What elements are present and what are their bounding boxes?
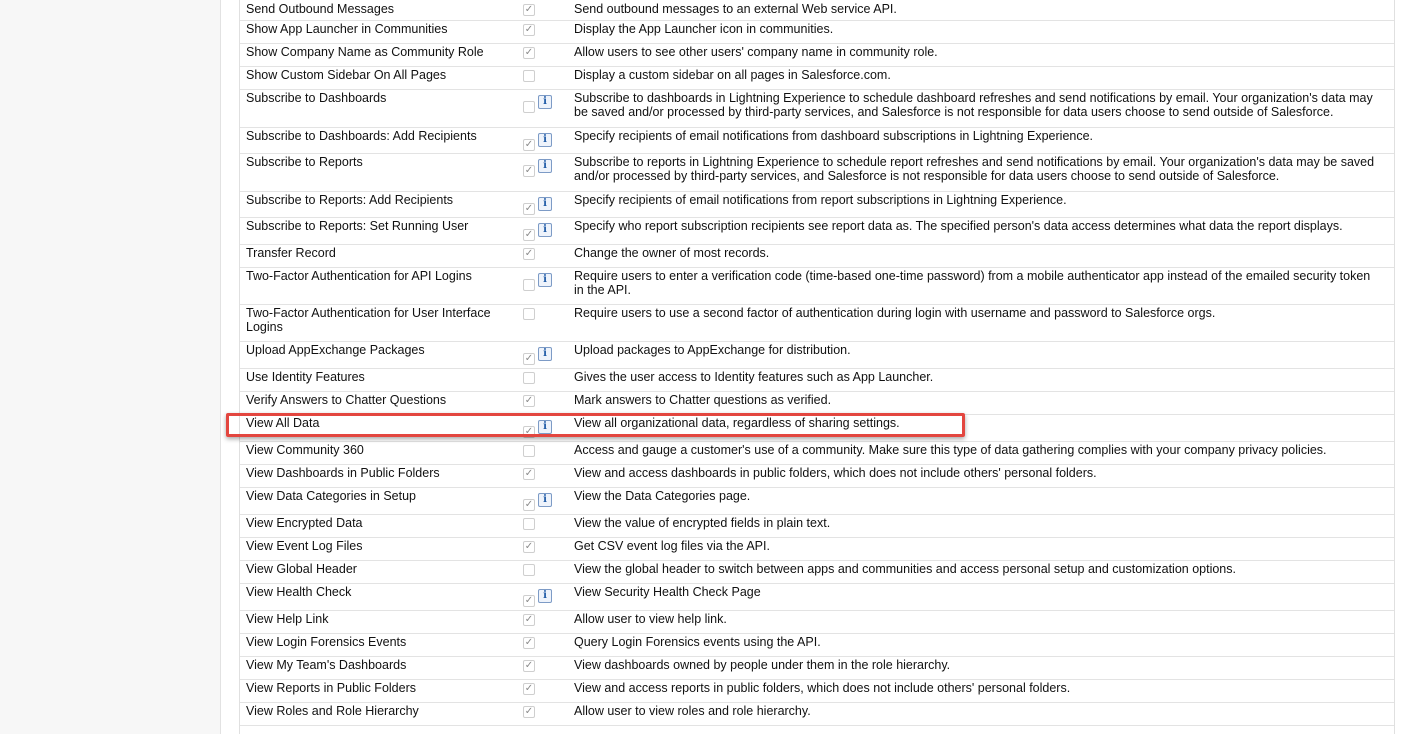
enabled-cell [521, 271, 561, 291]
permission-row [240, 0, 1394, 21]
permission-description: Allow user to view roles and role hierarchy. [574, 704, 811, 718]
enabled-cell [521, 308, 561, 328]
info-icon[interactable]: i [538, 493, 552, 507]
permission-name: Show Custom Sidebar On All Pages [246, 68, 447, 82]
permission-description: Require users to use a second factor of authentication during login with username and password to Salesforce orgs. [574, 306, 1216, 320]
checked-checkbox: ✓ [524, 426, 534, 437]
permission-name: Subscribe to Dashboards: Add Recipients [246, 129, 477, 143]
checked-checkbox: ✓ [524, 248, 534, 259]
enabled-cell [521, 221, 561, 241]
enabled-cell [521, 195, 561, 215]
enabled-cell [521, 660, 561, 680]
enabled-cell [521, 248, 561, 268]
permission-row [240, 66, 1394, 90]
enabled-cell [521, 70, 561, 90]
permission-name: View Data Categories in Setup [246, 489, 417, 503]
permission-row [240, 464, 1394, 488]
permission-name: View Reports in Public Folders [246, 681, 416, 695]
info-icon[interactable]: i [538, 159, 552, 173]
enabled-cell [521, 564, 561, 584]
permission-name: View Community 360 [246, 443, 364, 457]
unchecked-checkbox [523, 101, 535, 113]
checked-checkbox: ✓ [524, 683, 534, 694]
enabled-cell [521, 518, 561, 538]
enabled-cell [521, 93, 561, 113]
permission-row [240, 341, 1394, 369]
checked-checkbox: ✓ [524, 499, 534, 510]
info-icon[interactable]: i [538, 273, 552, 287]
enabled-cell [521, 157, 561, 177]
unchecked-checkbox [523, 70, 535, 82]
permission-name: Subscribe to Reports: Add Recipients [246, 193, 454, 207]
info-icon[interactable]: i [538, 420, 552, 434]
unchecked-checkbox [523, 518, 535, 530]
info-icon[interactable]: i [538, 347, 552, 361]
permission-row [240, 610, 1394, 634]
unchecked-checkbox [523, 564, 535, 576]
unchecked-checkbox [523, 308, 535, 320]
info-icon[interactable]: i [538, 133, 552, 147]
permission-name: View Global Header [246, 562, 357, 576]
permission-description: View dashboards owned by people under them in the role hierarchy. [574, 658, 951, 672]
checked-checkbox: ✓ [524, 139, 534, 150]
info-icon[interactable]: i [538, 223, 552, 237]
permission-name: View Login Forensics Events [246, 635, 407, 649]
permission-name: Use Identity Features [246, 370, 365, 384]
permission-row [240, 43, 1394, 67]
permission-description: Specify who report subscription recipients see report data as. The specified person's data access determines what data the report displays. [574, 219, 1343, 233]
enabled-cell [521, 445, 561, 465]
permission-description: View Security Health Check Page [574, 585, 761, 599]
permission-name: Two-Factor Authentication for User Interface Logins [246, 306, 491, 334]
permission-description: Upload packages to AppExchange for distribution. [574, 343, 851, 357]
checked-checkbox: ✓ [524, 706, 534, 717]
permission-description: Display a custom sidebar on all pages in Salesforce.com. [574, 68, 891, 82]
enabled-cell [521, 683, 561, 703]
permission-row [240, 560, 1394, 584]
permission-row [240, 702, 1394, 726]
permission-name: Upload AppExchange Packages [246, 343, 425, 357]
permission-description: Allow users to see other users' company name in community role. [574, 45, 938, 59]
permission-description: Query Login Forensics events using the API. [574, 635, 821, 649]
permission-description: Send outbound messages to an external Web service API. [574, 2, 897, 16]
permission-row [240, 514, 1394, 538]
permission-row [240, 441, 1394, 465]
checked-checkbox: ✓ [524, 203, 534, 214]
permission-row [240, 217, 1394, 245]
permission-row [240, 304, 1394, 342]
enabled-cell [521, 491, 561, 511]
permission-row [240, 583, 1394, 611]
checked-checkbox: ✓ [524, 24, 534, 35]
permission-description: Specify recipients of email notifications from dashboard subscriptions in Lightning Experience. [574, 129, 1094, 143]
permission-name: View My Team's Dashboards [246, 658, 407, 672]
enabled-cell [521, 706, 561, 726]
checked-checkbox: ✓ [524, 541, 534, 552]
enabled-cell [521, 131, 561, 151]
left-gutter [0, 0, 221, 734]
permission-description: Specify recipients of email notifications from report subscriptions in Lightning Experience. [574, 193, 1067, 207]
permission-description: View and access reports in public folders, which does not include others' personal folders. [574, 681, 1071, 695]
enabled-cell [521, 47, 561, 67]
enabled-cell [521, 541, 561, 561]
permission-description: Mark answers to Chatter questions as verified. [574, 393, 832, 407]
permission-row [240, 191, 1394, 218]
permission-name: View Event Log Files [246, 539, 363, 553]
permission-row [240, 244, 1394, 268]
permission-row [240, 656, 1394, 680]
enabled-cell [521, 418, 561, 438]
permission-name: View All Data [246, 416, 320, 430]
enabled-cell [521, 468, 561, 488]
permission-description: View the Data Categories page. [574, 489, 751, 503]
permission-row [240, 127, 1394, 154]
checked-checkbox: ✓ [524, 229, 534, 240]
permission-row [240, 20, 1394, 44]
permission-description: Display the App Launcher icon in communities. [574, 22, 834, 36]
checked-checkbox: ✓ [524, 4, 534, 15]
checked-checkbox: ✓ [524, 47, 534, 58]
permission-name: Subscribe to Reports: Set Running User [246, 219, 469, 233]
permission-row [240, 537, 1394, 561]
enabled-cell [521, 345, 561, 365]
permission-description: View and access dashboards in public folders, which does not include others' personal folders. [574, 466, 1097, 480]
permission-name: Show Company Name as Community Role [246, 45, 484, 59]
permission-description: Change the owner of most records. [574, 246, 770, 260]
permission-description: Gives the user access to Identity features such as App Launcher. [574, 370, 934, 384]
checked-checkbox: ✓ [524, 660, 534, 671]
permission-name: Verify Answers to Chatter Questions [246, 393, 447, 407]
permission-row [240, 89, 1394, 128]
permission-row [240, 391, 1394, 415]
enabled-cell [521, 614, 561, 634]
permission-description: Access and gauge a customer's use of a community. Make sure this type of data gathering complies with your company privacy policies. [574, 443, 1327, 457]
permission-description: View the global header to switch between apps and communities and access personal setup and customization options. [574, 562, 1236, 576]
permission-description: Allow user to view help link. [574, 612, 727, 626]
permission-row [240, 679, 1394, 703]
permission-row [240, 414, 1394, 442]
permission-row [240, 368, 1394, 392]
permissions-table [239, 0, 1395, 734]
checked-checkbox: ✓ [524, 468, 534, 479]
enabled-cell [521, 395, 561, 415]
info-icon[interactable]: i [538, 95, 552, 109]
checked-checkbox: ✓ [524, 614, 534, 625]
permission-row [240, 267, 1394, 305]
permission-row [240, 487, 1394, 515]
permission-name: View Help Link [246, 612, 329, 626]
permission-description: View the value of encrypted fields in plain text. [574, 516, 831, 530]
checked-checkbox: ✓ [524, 637, 534, 648]
unchecked-checkbox [523, 279, 535, 291]
enabled-cell [521, 372, 561, 392]
enabled-cell [521, 587, 561, 607]
permission-description: Subscribe to dashboards in Lightning Experience to schedule dashboard refreshes and send notifications by email. Your organization's data may be saved and/or processed by third-party services, and Salesforce is not responsible for data users choose to send outside of Salesforce. [574, 91, 1373, 119]
permission-row [240, 633, 1394, 657]
permission-name: Send Outbound Messages [246, 2, 395, 16]
permission-description: View all organizational data, regardless of sharing settings. [574, 416, 900, 430]
checked-checkbox: ✓ [524, 353, 534, 364]
permission-description: Get CSV event log files via the API. [574, 539, 770, 553]
permission-description: Require users to enter a verification code (time-based one-time password) from a mobile authenticator app instead of the emailed security token in the API. [574, 269, 1371, 297]
permission-name: View Roles and Role Hierarchy [246, 704, 419, 718]
checked-checkbox: ✓ [524, 395, 534, 406]
checked-checkbox: ✓ [524, 595, 534, 606]
enabled-cell [521, 637, 561, 657]
checked-checkbox: ✓ [524, 165, 534, 176]
permission-name: View Encrypted Data [246, 516, 363, 530]
permission-name: Subscribe to Reports [246, 155, 363, 169]
enabled-cell [521, 24, 561, 44]
permission-name: View Health Check [246, 585, 352, 599]
permission-name: Subscribe to Dashboards [246, 91, 387, 105]
unchecked-checkbox [523, 445, 535, 457]
permission-description: Subscribe to reports in Lightning Experience to schedule report refreshes and send notifications by email. Your organization's data may be saved and/or processed by third-party services, and Salesforce is not responsible for data users choose to send outside of Salesforce. [574, 155, 1375, 183]
permission-row [240, 153, 1394, 192]
permission-name: Show App Launcher in Communities [246, 22, 448, 36]
unchecked-checkbox [523, 372, 535, 384]
permission-name: View Dashboards in Public Folders [246, 466, 440, 480]
info-icon[interactable]: i [538, 197, 552, 211]
permission-name: Two-Factor Authentication for API Logins [246, 269, 472, 283]
info-icon[interactable]: i [538, 589, 552, 603]
permission-name: Transfer Record [246, 246, 336, 260]
